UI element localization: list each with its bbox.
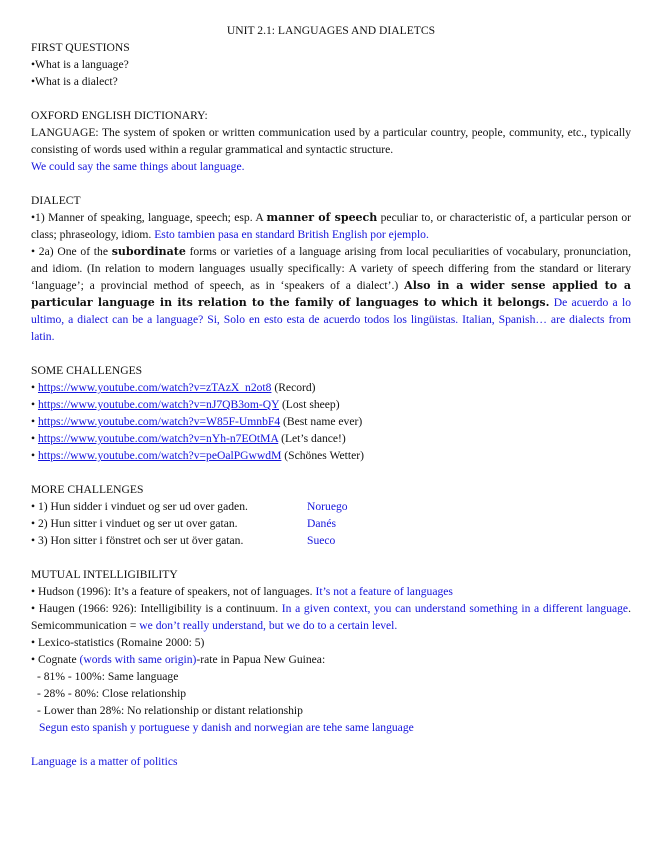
list-item: • https://www.youtube.com/watch?v=peOalPGwwdM (Schönes Wetter) (31, 449, 364, 462)
list-item: • Hudson (1996): It’s a feature of speakers, not of languages. It’s not a feature of languages (31, 585, 453, 598)
closing-note: Language is a matter of politics (31, 755, 178, 768)
annotation-note: (words with same origin) (79, 653, 197, 666)
range-item: - 28% - 80%: Close relationship (37, 687, 187, 700)
annotation-note: In a given context, you can understand something in a different language (281, 602, 629, 615)
more-challenges-section (31, 481, 631, 549)
oxford-section (31, 107, 631, 175)
annotation-note: Segun esto spanish y portuguese y danish and norwegian are tehe same language (39, 721, 414, 734)
range-item: - 81% - 100%: Same language (37, 670, 179, 683)
list-item (31, 498, 631, 515)
video-link[interactable]: https://www.youtube.com/watch?v=peOalPGwwdM (37, 449, 282, 462)
section-heading: DIALECT (31, 194, 81, 207)
video-link[interactable]: https://www.youtube.com/watch?v=W85F-UmnbF4 (37, 415, 281, 428)
example-sentence: • 1) Hun sidder i vinduet og ser ud over gaden. (31, 500, 248, 513)
section-heading: SOME CHALLENGES (31, 364, 143, 377)
annotation-note: De acuerdo a lo ultimo, a dialect can be a language? Si, Solo en esto esta de acuerdo todos los lingüistas. Italian, Spanish… are dialects from latin. (31, 296, 631, 343)
list-item: • https://www.youtube.com/watch?v=W85F-UmnbF4 (Best name ever) (31, 415, 363, 428)
dialect-section (31, 192, 631, 345)
list-item: • Cognate (words with same origin)-rate in Papua New Guinea: (31, 653, 326, 666)
dialect-definition-2: • 2a) One of the subordinate forms or varieties of a language arising from local peculiarities of vocabulary, pronunciation, and idiom. (In relation to modern languages usually specifically: A variety of speech differing from the standard or literary ‘language’; a provincial method of speech, as in ‘speakers of a dialect’.) Also in a wider sense applied to a particular language in its relation to the family of languages to which it belongs. De acuerdo a lo ultimo, a dialect can be a language? Si, Solo en esto esta de acuerdo todos los lingüistas. Italian, Spanish… are dialects from latin. (31, 245, 632, 343)
range-item: - Lower than 28%: No relationship or distant relationship (37, 704, 303, 717)
annotation-note: We could say the same things about language. (31, 160, 245, 173)
mutual-intelligibility-section (31, 566, 631, 736)
section-heading: FIRST QUESTIONS (31, 41, 130, 54)
section-heading: MUTUAL INTELLIGIBILITY (31, 568, 178, 581)
list-item (31, 515, 631, 532)
annotation-note: Esto tambien pasa en standard British English por ejemplo. (154, 228, 429, 241)
video-link[interactable]: https://www.youtube.com/watch?v=nYh-n7EOtMA (37, 432, 279, 445)
list-item: • Haugen (1966: 926): Intelligibility is a continuum. In a given context, you can understand something in a different language. Semicommunication = we don’t really understand, but we do to a certain level. (31, 602, 631, 632)
challenges-section (31, 362, 631, 464)
example-sentence: • 3) Hon sitter i fönstret och ser ut över gatan. (31, 534, 244, 547)
dialect-definition-1: •1) Manner of speaking, language, speech; esp. A manner of speech peculiar to, or characteristic of, a particular person or class; phraseology, idiom. Esto tambien pasa en standard British English por ejemplo. (31, 211, 631, 241)
list-item: • https://www.youtube.com/watch?v=nYh-n7EOtMA (Let’s dance!) (31, 432, 346, 445)
list-item: • https://www.youtube.com/watch?v=zTAzX_n2ot8 (Record) (31, 381, 316, 394)
language-note: Danés (307, 517, 336, 530)
language-note: Sueco (307, 534, 336, 547)
list-item (31, 532, 631, 549)
annotation-note: It’s not a feature of languages (315, 585, 453, 598)
video-link[interactable]: https://www.youtube.com/watch?v=zTAzX_n2ot8 (37, 381, 272, 394)
first-questions-section (31, 39, 631, 90)
annotation-note: we don’t really understand, but we do to a certain level. (139, 619, 398, 632)
section-heading: MORE CHALLENGES (31, 483, 144, 496)
document-title: UNIT 2.1: LANGUAGES AND DIALETCS (226, 24, 436, 37)
list-item: • https://www.youtube.com/watch?v=nJ7QB3om-QY (Lost sheep) (31, 398, 340, 411)
list-item: • Lexico-statistics (Romaine 2000: 5) (31, 636, 205, 649)
question-item: •What is a language? (31, 58, 129, 71)
language-definition: LANGUAGE: The system of spoken or written communication used by a particular country, people, community, etc., typically consisting of words used within a regular grammatical and syntactic structure. (31, 126, 631, 156)
video-link[interactable]: https://www.youtube.com/watch?v=nJ7QB3om-QY (37, 398, 280, 411)
section-heading: OXFORD ENGLISH DICTIONARY: (31, 109, 208, 122)
example-sentence: • 2) Hun sitter i vinduet og ser ut over gatan. (31, 517, 238, 530)
language-note: Noruego (307, 500, 348, 513)
document-page (31, 22, 631, 770)
question-item: •What is a dialect? (31, 75, 118, 88)
